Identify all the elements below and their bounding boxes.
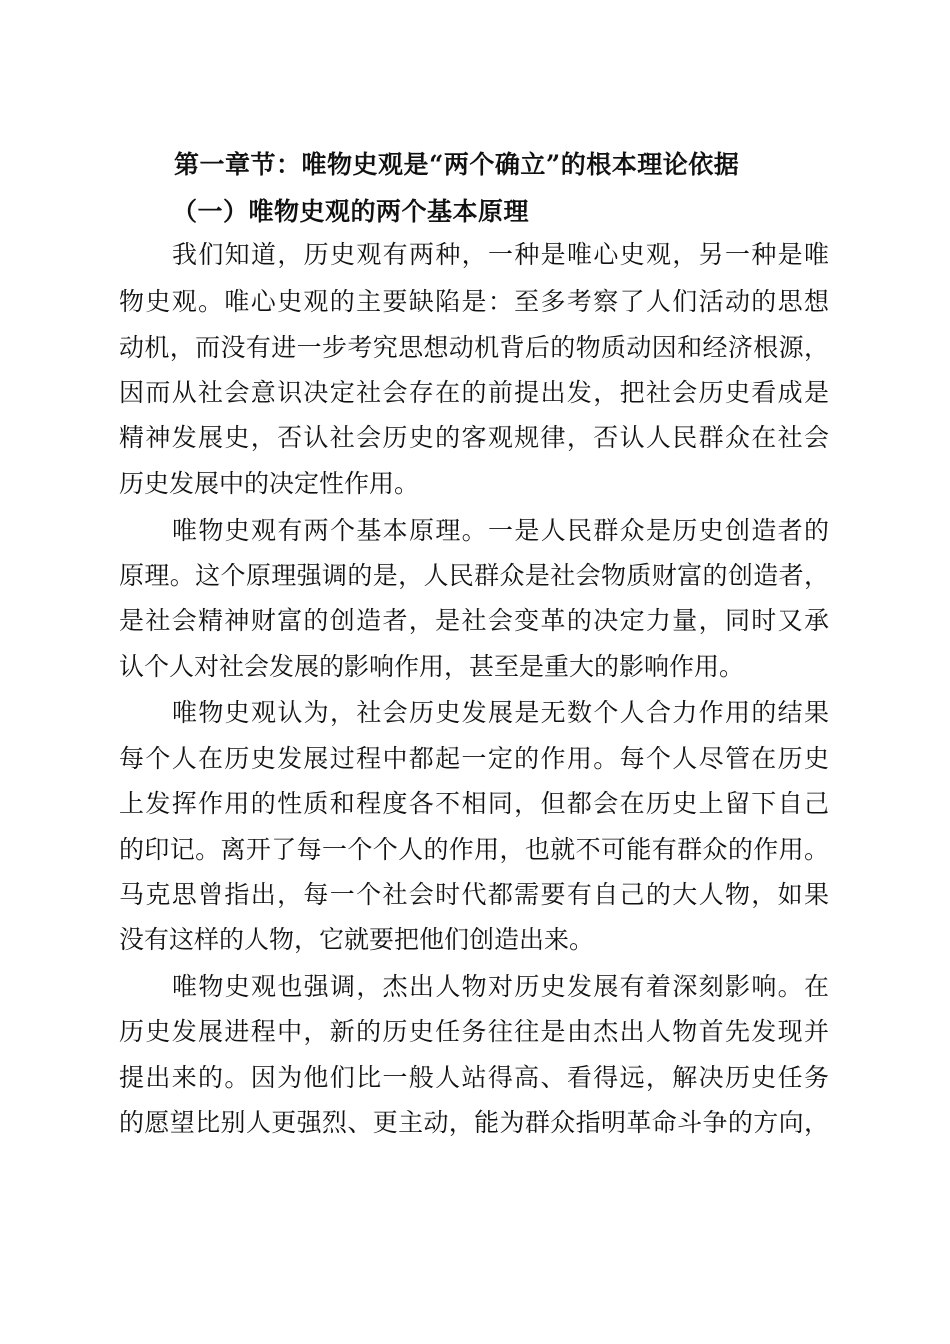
paragraph-3-line-3: 上发挥作用的性质和程度各不相同，但都会在历史上留下自己	[119, 789, 829, 818]
paragraph-1-line-6: 历史发展中的决定性作用。	[119, 469, 420, 498]
paragraph-2-line-4: 认个人对社会发展的影响作用，甚至是重大的影响作用。	[119, 652, 745, 681]
paragraph-3-line-4: 的印记。离开了每一个个人的作用，也就不可能有群众的作用。	[119, 835, 829, 864]
paragraph-1-line-5: 精神发展史，否认社会历史的客观规律，否认人民群众在社会	[119, 423, 829, 452]
paragraph-4-line-3: 提出来的。因为他们比一般人站得高、看得远，解决历史任务	[119, 1063, 829, 1092]
paragraph-3-line-1: 唯物史观认为，社会历史发展是无数个人合力作用的结果	[172, 698, 829, 727]
paragraph-3-line-5: 马克思曾指出，每一个社会时代都需要有自己的大人物，如果	[119, 880, 829, 909]
paragraph-4-line-2: 历史发展进程中，新的历史任务往往是由杰出人物首先发现并	[119, 1017, 829, 1046]
paragraph-2-line-3: 是社会精神财富的创造者，是社会变革的决定力量，同时又承	[119, 606, 829, 635]
paragraph-1-line-2: 物史观。唯心史观的主要缺陷是：至多考察了人们活动的思想	[119, 287, 829, 316]
paragraph-3-line-2: 每个人在历史发展过程中都起一定的作用。每个人尽管在历史	[119, 744, 829, 773]
chapter-title: 第一章节：唯物史观是“两个确立”的根本理论依据	[174, 150, 740, 179]
paragraph-4-line-4: 的愿望比别人更强烈、更主动，能为群众指明革命斗争的方向，	[119, 1108, 829, 1137]
paragraph-1-line-1: 我们知道，历史观有两种，一种是唯心史观，另一种是唯	[172, 240, 829, 269]
paragraph-2-line-2: 原理。这个原理强调的是，人民群众是社会物质财富的创造者，	[119, 561, 829, 590]
paragraph-3-line-6: 没有这样的人物，它就要把他们创造出来。	[119, 925, 595, 954]
paragraph-1-line-4: 因而从社会意识决定社会存在的前提出发，把社会历史看成是	[119, 378, 829, 407]
paragraph-2-line-1: 唯物史观有两个基本原理。一是人民群众是历史创造者的	[172, 516, 829, 545]
paragraph-1-line-3: 动机，而没有进一步考究思想动机背后的物质动因和经济根源，	[119, 333, 829, 362]
paragraph-4-line-1: 唯物史观也强调，杰出人物对历史发展有着深刻影响。在	[172, 972, 829, 1001]
section-title: （一）唯物史观的两个基本原理	[172, 197, 530, 226]
